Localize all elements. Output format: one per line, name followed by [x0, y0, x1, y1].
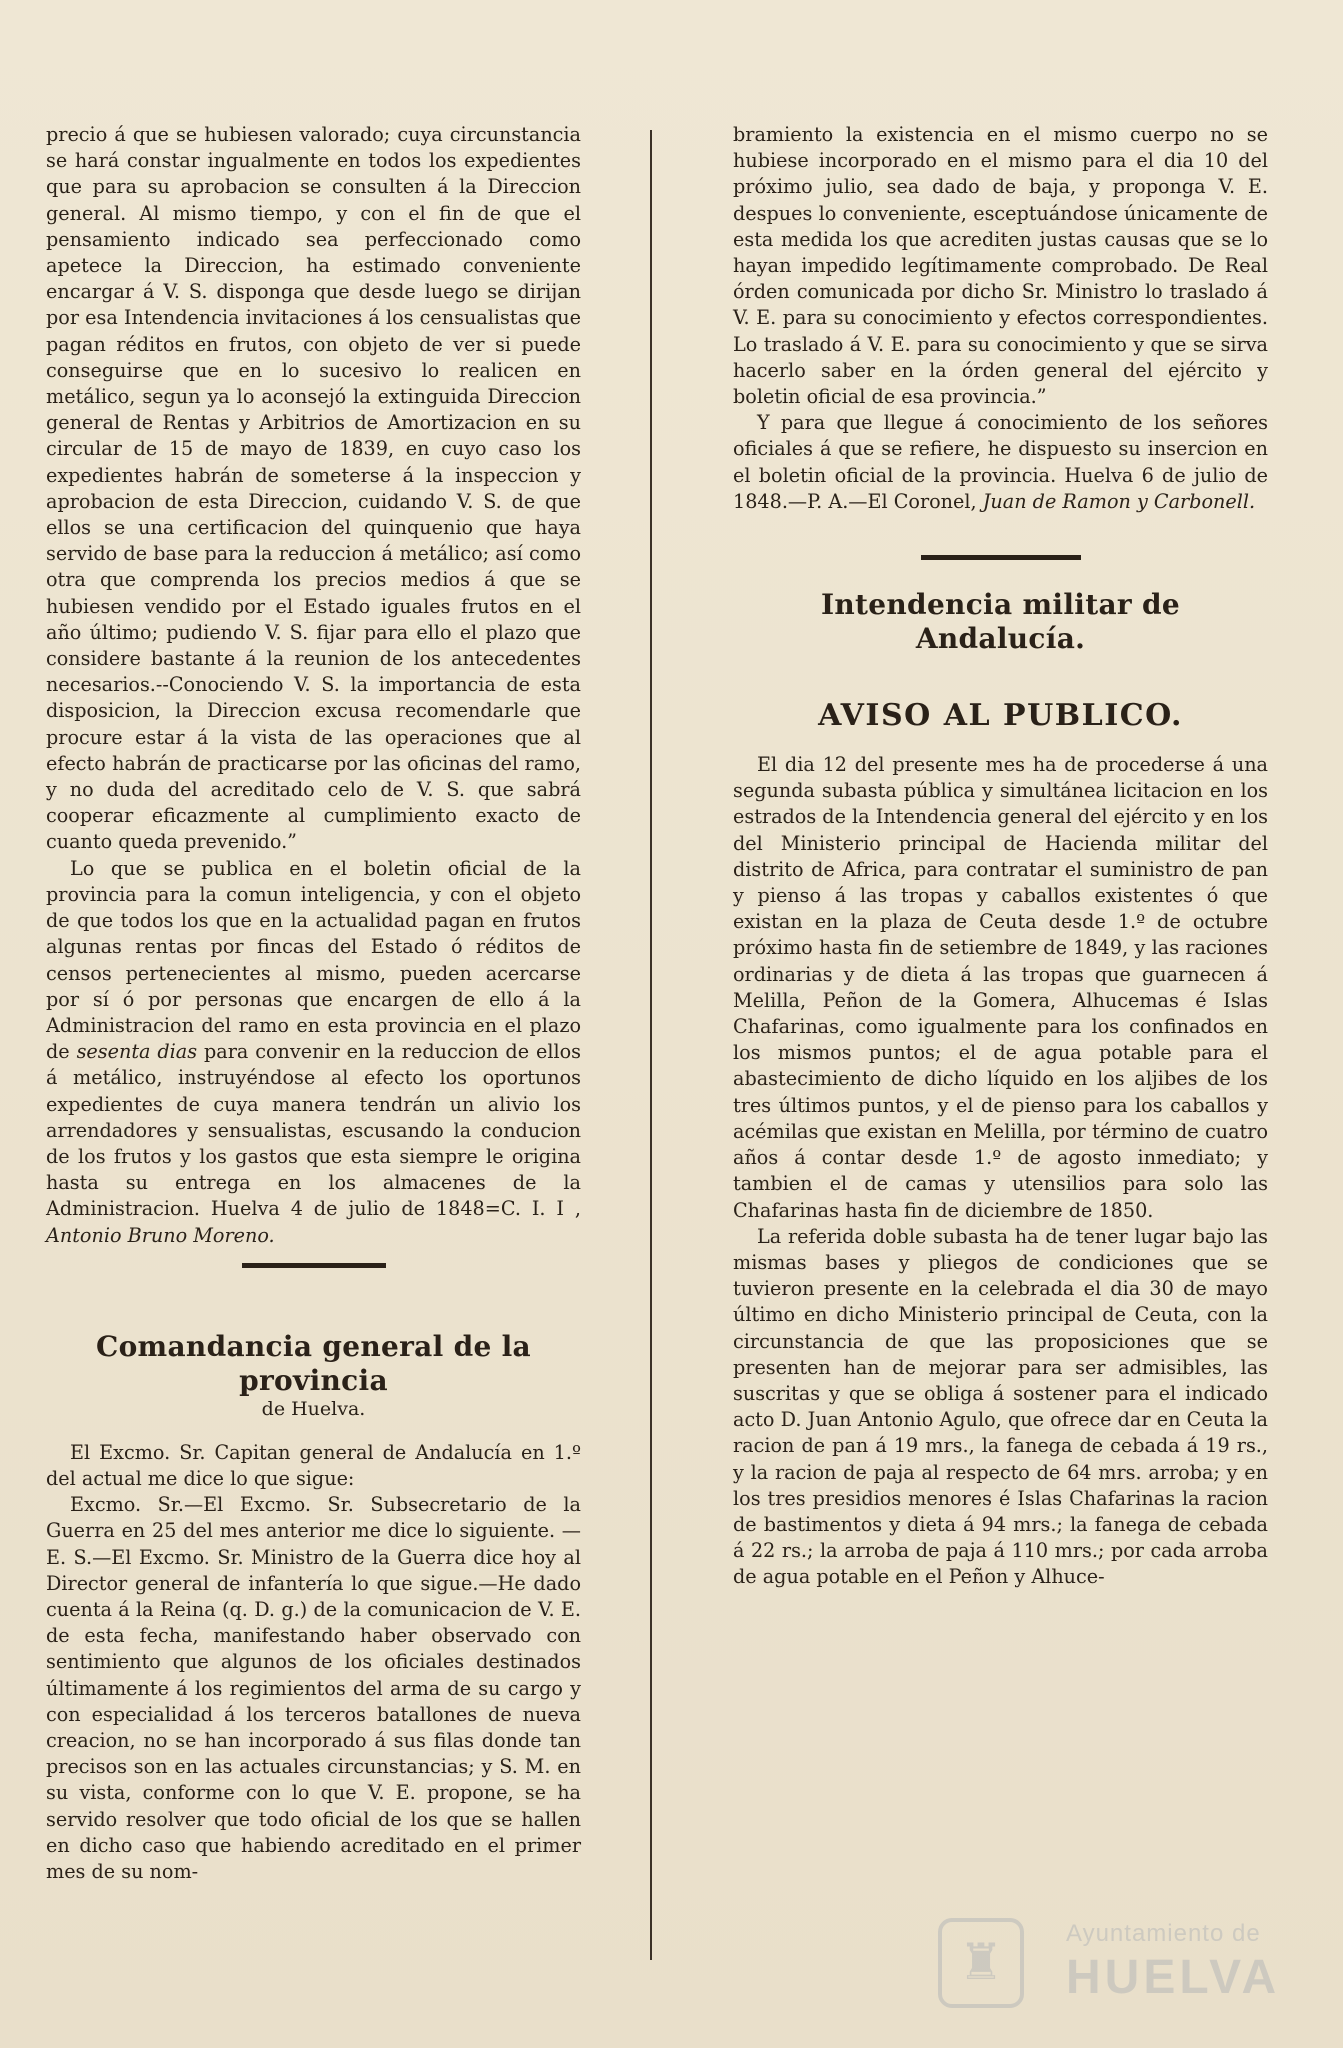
- right-paragraph-3: El dia 12 del presente mes ha de procederse á una segunda subasta pública y simultánea licitacion en los estrados de la Intendencia general del ejército y en los del Ministerio principal de Hacienda militar del distrito de Africa, para contratar el suministro de pan y pienso á las tropas y caballos existentes ó que existan en la plaza de Ceuta desde 1.º de octubre próximo hasta fin de setiembre de 1849, y las raciones ordinarias y de dieta á las tropas que guarnecen á Melilla, Peñon de la Gomera, Alhucemas é Islas Chafarinas, como igualmente para los confinados en los mismos puntos; el de agua potable para el abastecimiento de dicho líquido en los aljibes de los tres últimos puntos, y el de pienso para los caballos y acémilas que existan en Melilla, por término de cuatro años á contar desde 1.º de agosto inmediato; y tambien el de camas y utensilios para solo las Chafarinas hasta fin de diciembre de 1850.: [733, 753, 1268, 1222]
- left-paragraph-2-text-mid: para convenir en la reduccion de ellos á metálico, instruyéndose al efecto los oportunos expedientes de cuya manera tendrán un alivio los arrendadores y sensualistas, escusando la conducion de los frutos y los gastos que esta siempre le origina hasta su entrega en los almacenes de la Administracion. Huelva 4 de julio de 1848=C. I. I ,: [46, 1040, 581, 1221]
- left-signature: Antonio Bruno Moreno.: [46, 1223, 275, 1247]
- watermark-line-1: Ayuntamiento de: [1066, 1920, 1261, 1947]
- right-paragraph-2: [733, 410, 1268, 515]
- section-divider-rule: [242, 1263, 386, 1268]
- column-divider: [650, 130, 652, 1960]
- section-divider-rule-right: [921, 555, 1081, 560]
- castle-icon: ♜: [938, 1918, 1024, 2008]
- right-paragraph-4: La referida doble subasta ha de tener lugar bajo las mismas bases y pliegos de condiciones que se tuvieron presente en la celebrada el dia 30 de mayo último en dicho Ministerio principal de Ceuta, con la circunstancia de que las proposiciones que se presenten han de mejorar para ser admisibles, las suscritas y que se obliga á sostener para el indicado acto D. Juan Antonio Agulo, que ofrece dar en Ceuta la racion de pan á 19 mrs., la fanega de cebada á 19 rs., y la racion de paja al respecto de 64 mrs. arroba; y en los tres presidios menores é Islas Chafarinas la racion de bastimentos y dieta á 94 mrs.; la fanega de cebada á 22 rs.; la arroba de paja á 110 mrs.; por cada arroba de agua potable en el Peñon y Alhuce-: [733, 1224, 1268, 1589]
- left-paragraph-3: El Excmo. Sr. Capitan general de Andalucía en 1.º del actual me dice lo que sigue:: [46, 1440, 581, 1490]
- right-paragraph-2-text: Y para que llegue á conocimiento de los señores oficiales á que se refiere, he dispuesto su insercion en el boletin oficial de la provincia. Huelva 6 de julio de 1848.—P. A.—El Coronel,: [733, 411, 1268, 513]
- section-title-comandancia: Comandancia general de la provincia: [95, 1329, 531, 1397]
- right-paragraph-1: bramiento la existencia en el mismo cuerpo no se hubiese incorporado en el mismo para el dia 10 del próximo julio, sea dado de baja, y proponga V. E. despues lo conveniente, esceptuándose únicamente de esta medida los que acrediten justas causas que se lo hayan impedido legítimamente comprobado. De Real órden comunicada por dicho Sr. Ministro lo traslado á V. E. para su conocimiento y efectos correspondientes. Lo traslado á V. E. para su conocimiento y que se sirva hacerlo saber en la órden general del ejército y boletin oficial de esa provincia.”: [733, 123, 1268, 409]
- section-title-intendencia: Intendencia militar de Andalucía.: [821, 588, 1180, 656]
- watermark-line-2: HUELVA: [1066, 1951, 1281, 2004]
- right-signature: Juan de Ramon y Carbonell.: [982, 489, 1256, 513]
- left-column: [46, 122, 581, 1885]
- left-paragraph-2-text: Lo que se publica en el boletin oficial de la provincia para la comun inteligencia, y con el objeto de que todos los que en la actualidad pagan en frutos algunas rentas por fincas del Estado ó réditos de censos pertenecientes al mismo, pueden acercarse por sí ó por personas que encargen de ello á la Administracion del ramo en esta provincia en el plazo de: [46, 856, 581, 1064]
- left-paragraph-1: precio á que se hubiesen valorado; cuya circunstancia se hará constar ingualmente en todos los expedientes que para su aprobacion se consulten á la Direccion general. Al mismo tiempo, y con el fin de que el pensamiento indicado sea perfeccionado como apetece la Direccion, ha estimado conveniente encargar á V. S. disponga que desde luego se dirijan por esa Intendencia invitaciones á los censualistas que pagan réditos en frutos, con objeto de ver si puede conseguirse que en lo sucesivo lo realicen en metálico, segun ya lo aconsejó la extinguida Direccion general de Rentas y Arbitrios de Amortizacion en su circular de 15 de mayo de 1839, en cuyo caso los expedientes habrán de someterse á la inspeccion y aprobacion de esta Direccion, cuidando V. S. de que ellos se una certificacion del quinquenio que haya servido de base para la reduccion á metálico; así como otra que comprenda los precios medios á que se hubiesen vendido por el Estado iguales frutos en el año último; pudiendo V. S. fijar para ello el plazo que considere bastante á la reunion de los antecedentes necesarios.--Conociendo V. S. la importancia de esta disposicion, la Direccion excusa recomendarle que procure estar á la vista de las operaciones que al efecto habrán de practicarse por las oficinas del ramo, y no duda del acreditado celo de V. S. que sabrá cooperar eficazmente al cumplimiento exacto de cuanto queda prevenido.”: [46, 123, 581, 854]
- left-paragraph-4: Excmo. Sr.—El Excmo. Sr. Subsecretario de la Guerra en 25 del mes anterior me dice lo siguiente. —E. S.—El Excmo. Sr. Ministro de la Guerra dice hoy al Director general de infantería lo que sigue.—He dado cuenta á la Reina (q. D. g.) de la comunicacion de V. E. de esta fecha, manifestando haber observado con sentimiento que algunos de los oficiales destinados últimamente á los regimientos del arma de su cargo y con especialidad á los terceros batallones de nueva creacion, no se han incorporado á sus filas donde tan precisos son en las actuales circunstancias; y S. M. en su vista, conforme con lo que V. E. propone, se ha servido resolver que todo oficial de los que se hallen en dicho caso que habiendo acreditado en el primer mes de su nom-: [46, 1493, 581, 1883]
- ayuntamiento-watermark: [938, 1918, 1281, 2008]
- left-paragraph-2-emphasis: sesenta dias: [76, 1040, 198, 1064]
- left-paragraph-2: [46, 856, 581, 1249]
- notice-title: AVISO AL PUBLICO.: [818, 698, 1183, 734]
- right-column: [733, 122, 1268, 1591]
- section-subtitle-huelva: de Huelva.: [261, 1397, 366, 1420]
